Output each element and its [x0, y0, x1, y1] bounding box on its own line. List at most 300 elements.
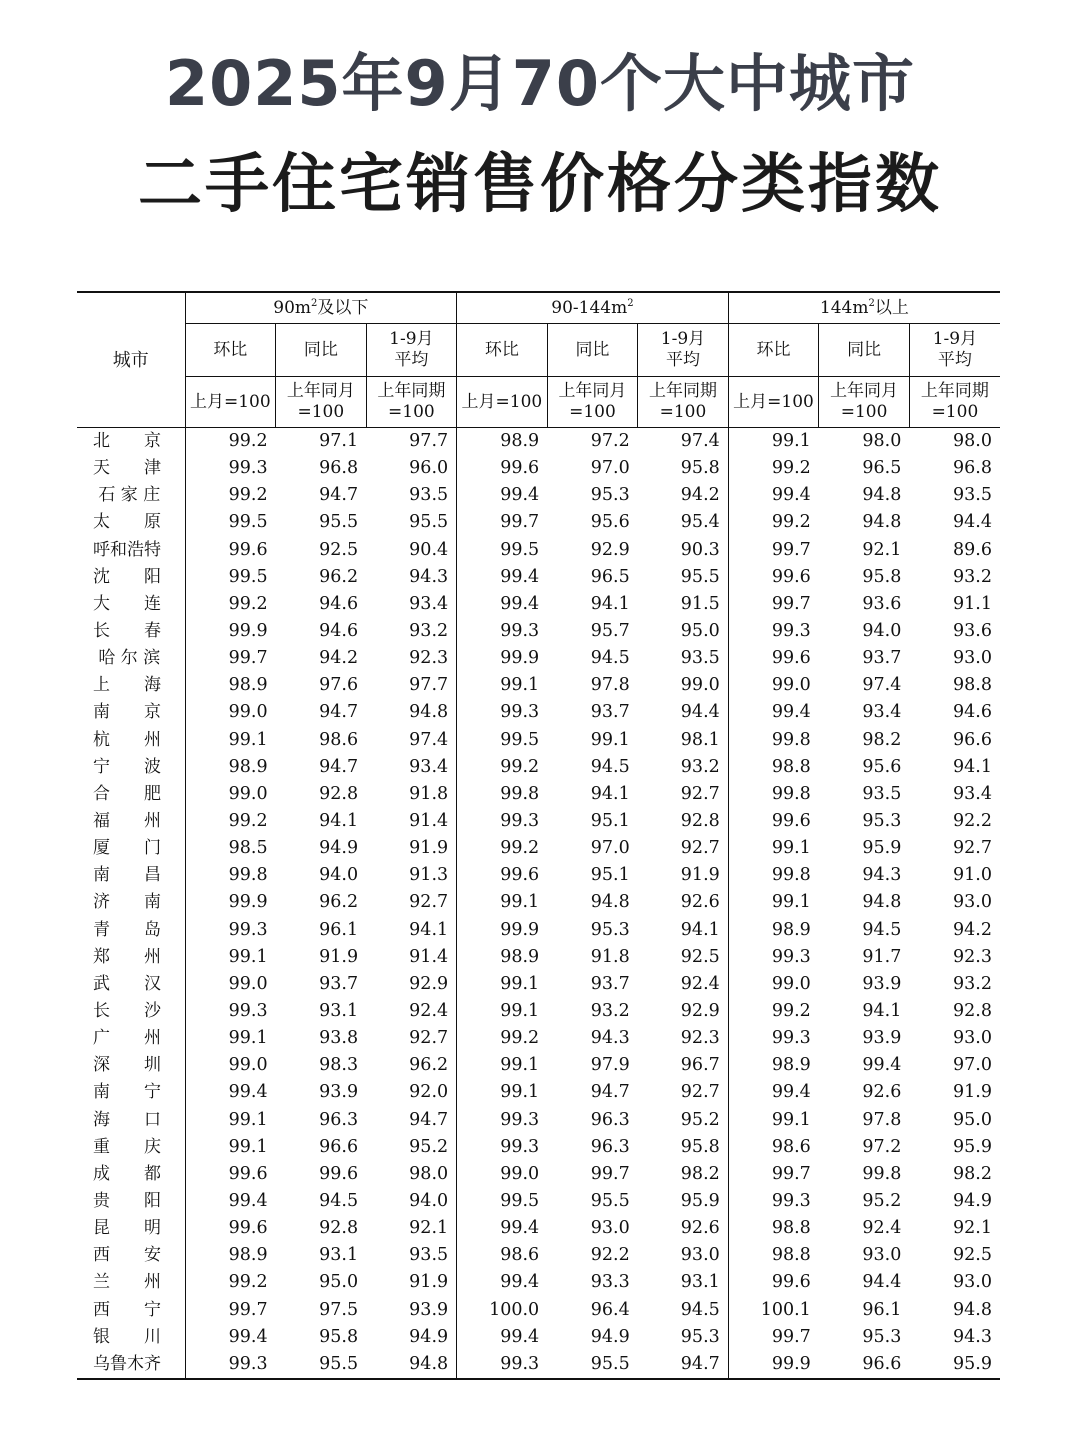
city-name: 呼和浩特: [77, 537, 185, 564]
index-value: 96.2: [319, 566, 359, 587]
index-value: 99.2: [771, 458, 811, 479]
table-row: [77, 808, 1000, 835]
index-value: 99.1: [228, 1136, 268, 1157]
index-value: 99.4: [500, 1218, 540, 1239]
index-value: 91.8: [366, 781, 457, 808]
city-name: 天 津: [77, 455, 185, 482]
city-name: 福 州: [77, 808, 185, 835]
sub-header-name-line2: 平均: [937, 350, 972, 370]
index-value: 99.1: [500, 892, 540, 913]
index-value: 99.2: [228, 431, 268, 452]
index-value: 99.5: [228, 566, 268, 587]
index-value: 99.7: [500, 512, 540, 533]
index-value: 94.1: [953, 756, 992, 777]
index-value: 91.0: [953, 865, 992, 886]
city-name: 银 川: [77, 1324, 185, 1351]
index-value: 99.4: [500, 1272, 540, 1293]
index-value: 92.5: [638, 944, 729, 971]
index-value: 92.4: [366, 998, 457, 1025]
index-value: 99.1: [771, 892, 811, 913]
index-value: 99.7: [771, 593, 811, 614]
index-value: 96.2: [319, 892, 359, 913]
sub-header-name-line2: 平均: [665, 350, 700, 370]
city-name: 广 州: [77, 1025, 185, 1052]
index-value: 92.7: [638, 781, 729, 808]
index-value: 94.9: [953, 1191, 992, 1211]
index-value: 94.8: [366, 699, 457, 726]
index-value: 99.4: [500, 1326, 540, 1347]
table-row: [77, 591, 1000, 618]
index-value: 99.8: [771, 865, 811, 886]
index-value: 95.1: [590, 811, 630, 832]
sub-header-basis-line2: =100: [388, 402, 435, 422]
index-value: 99.7: [771, 539, 811, 560]
index-value: 94.6: [319, 621, 359, 642]
index-value: 99.4: [228, 1326, 268, 1347]
sub-header-basis: 上月=100: [728, 377, 819, 428]
index-value: 94.9: [590, 1326, 630, 1347]
index-value: 99.3: [771, 621, 811, 642]
index-value: 93.9: [862, 1028, 902, 1049]
index-value: 99.1: [228, 946, 268, 967]
index-value: 96.3: [319, 1109, 359, 1130]
index-value: 92.4: [862, 1218, 902, 1239]
sub-header-basis-line2: =100: [297, 402, 345, 422]
city-name: 重 庆: [77, 1134, 185, 1161]
index-value: 99.5: [228, 512, 268, 533]
index-value: 92.8: [953, 1001, 992, 1022]
index-value: 99.7: [228, 648, 268, 669]
index-value: 95.3: [590, 485, 630, 506]
sub-header-name-line1: 1-9月: [660, 329, 706, 349]
index-value: 90.3: [638, 537, 729, 564]
index-value: 94.1: [319, 811, 359, 832]
index-value: 92.2: [953, 811, 992, 832]
index-value: 94.5: [862, 919, 902, 940]
index-value: 94.7: [590, 1082, 630, 1103]
index-value: 94.8: [366, 1351, 457, 1379]
index-value: 99.0: [228, 783, 268, 804]
index-value: 94.9: [366, 1324, 457, 1351]
table-row: [77, 455, 1000, 482]
index-value: 92.7: [366, 1025, 457, 1052]
sub-header-basis-line1: 上年同期: [920, 381, 989, 401]
index-value: 99.0: [228, 702, 268, 723]
table-row: [77, 1161, 1000, 1188]
index-value: 99.1: [500, 1082, 540, 1103]
index-value: 93.9: [366, 1297, 457, 1324]
index-value: 97.7: [366, 428, 457, 456]
index-value: 92.1: [862, 539, 902, 560]
index-value: 99.0: [228, 973, 268, 994]
index-value: 92.8: [638, 808, 729, 835]
index-value: 99.1: [500, 1055, 540, 1076]
city-name: 厦 门: [77, 835, 185, 862]
index-value: 91.8: [590, 946, 630, 967]
index-value: 95.9: [909, 1351, 1000, 1379]
group-header-superscript: 2: [868, 297, 875, 309]
sub-header-basis: 上月=100: [185, 377, 276, 428]
table-row: [77, 754, 1000, 781]
index-value: 92.6: [638, 889, 729, 916]
index-value: 95.8: [638, 1134, 729, 1161]
index-value: 98.1: [638, 727, 729, 754]
index-value: 99.3: [500, 811, 540, 832]
sub-header-basis-line2: =100: [931, 402, 979, 422]
index-value: 94.3: [590, 1028, 630, 1049]
index-value: 99.7: [771, 1326, 811, 1347]
index-value: 99.3: [457, 1351, 548, 1379]
index-value: 98.6: [319, 729, 359, 750]
city-name: 郑 州: [77, 944, 185, 971]
index-value: 95.8: [862, 566, 902, 587]
index-value: 94.1: [638, 917, 729, 944]
table-row: [77, 1052, 1000, 1079]
index-value: 93.2: [953, 566, 992, 587]
index-value: 94.4: [638, 699, 729, 726]
index-value: 98.0: [366, 1161, 457, 1188]
index-value: 99.4: [500, 485, 540, 506]
index-value: 99.4: [771, 702, 811, 723]
index-value: 97.6: [319, 675, 359, 696]
group-header-superscript: 2: [311, 297, 318, 309]
index-value: 92.5: [319, 539, 359, 560]
city-name: 贵 阳: [77, 1188, 185, 1215]
index-value: 94.1: [862, 1001, 902, 1022]
city-name: 海 口: [77, 1107, 185, 1134]
index-value: 99.7: [228, 1299, 268, 1320]
index-value: 94.0: [862, 621, 902, 642]
table-row: [77, 1188, 1000, 1215]
index-value: 99.6: [228, 1163, 268, 1184]
index-value: 96.7: [638, 1052, 729, 1079]
city-name: 沈 阳: [77, 564, 185, 591]
sub-header-basis: [909, 377, 1000, 428]
index-value: 99.4: [228, 1191, 268, 1211]
index-value: 97.5: [319, 1299, 359, 1320]
sub-header-basis-line1: 上年同期: [377, 381, 446, 401]
index-value: 94.8: [862, 512, 902, 533]
city-name: 西 安: [77, 1242, 185, 1269]
index-value: 93.0: [953, 1028, 992, 1049]
index-value: 99.7: [771, 1163, 811, 1184]
table-row: [77, 971, 1000, 998]
city-name: 济 南: [77, 889, 185, 916]
table-row: [77, 835, 1000, 862]
index-value: 93.1: [319, 1245, 359, 1266]
index-value: 95.9: [953, 1136, 992, 1157]
table-row: [77, 645, 1000, 672]
index-value: 98.2: [953, 1163, 992, 1184]
index-value: 95.3: [862, 1326, 902, 1347]
sub-header-basis-line1: 上年同月: [558, 381, 627, 401]
index-value: 99.5: [500, 1191, 540, 1211]
index-value: 92.6: [638, 1215, 729, 1242]
index-value: 96.1: [862, 1299, 902, 1320]
sub-header-basis-line1: 上年同期: [648, 381, 717, 401]
index-value: 95.5: [319, 512, 359, 533]
index-value: 94.7: [319, 485, 359, 506]
index-value: 100.0: [489, 1299, 540, 1320]
index-value: 98.3: [319, 1055, 359, 1076]
index-value: 93.7: [590, 973, 630, 994]
city-name: 深 圳: [77, 1052, 185, 1079]
table-row: [77, 727, 1000, 754]
city-name: 宁 波: [77, 754, 185, 781]
index-value: 99.1: [500, 973, 540, 994]
index-value: 93.4: [366, 754, 457, 781]
index-value: 93.5: [366, 1242, 457, 1269]
index-value: 93.2: [638, 754, 729, 781]
index-value: 99.6: [319, 1163, 359, 1184]
price-index-table: [77, 291, 1000, 1380]
index-value: 99.3: [228, 458, 268, 479]
group-header-3: [728, 292, 1000, 324]
index-value: 98.9: [500, 946, 540, 967]
index-value: 93.5: [953, 485, 992, 506]
index-value: 94.2: [638, 482, 729, 509]
index-value: 91.3: [366, 862, 457, 889]
index-value: 93.9: [319, 1082, 359, 1103]
index-value: 99.9: [228, 621, 268, 642]
index-value: 96.3: [590, 1109, 630, 1130]
index-value: 95.0: [319, 1272, 359, 1293]
index-value: 95.6: [862, 756, 902, 777]
index-value: 94.7: [366, 1107, 457, 1134]
index-value: 99.5: [500, 539, 540, 560]
index-value: 99.4: [771, 1082, 811, 1103]
index-value: 98.2: [638, 1161, 729, 1188]
index-value: 98.9: [228, 1245, 268, 1266]
index-value: 100.1: [760, 1299, 811, 1320]
group-header-superscript: 2: [627, 297, 634, 309]
index-value: 99.3: [771, 1028, 811, 1049]
index-value: 98.0: [953, 431, 992, 452]
city-name: 乌鲁木齐: [77, 1351, 185, 1379]
index-value: 99.1: [500, 1001, 540, 1022]
index-value: 99.3: [771, 946, 811, 967]
index-value: 92.1: [953, 1218, 992, 1239]
index-value: 96.1: [319, 919, 359, 940]
sub-header-basis: 上月=100: [457, 377, 548, 428]
city-name: 石 家 庄: [77, 482, 185, 509]
table-row: [77, 1297, 1000, 1324]
table-row: [77, 1269, 1000, 1296]
index-value: 98.6: [500, 1245, 540, 1266]
index-value: 99.0: [228, 1055, 268, 1076]
index-value: 95.5: [366, 509, 457, 536]
sub-header-basis: [276, 377, 367, 428]
index-value: 92.9: [638, 998, 729, 1025]
index-value: 99.2: [228, 1272, 268, 1293]
index-value: 99.4: [862, 1055, 902, 1076]
city-name: 长 沙: [77, 998, 185, 1025]
index-value: 99.6: [228, 539, 268, 560]
sub-header-basis-line2: =100: [659, 402, 707, 422]
index-value: 92.2: [590, 1245, 630, 1266]
index-value: 94.8: [862, 485, 902, 506]
index-value: 99.3: [500, 702, 540, 723]
table-row: [77, 482, 1000, 509]
table-row: [77, 862, 1000, 889]
index-value: 99.8: [771, 729, 811, 750]
index-value: 98.8: [771, 1218, 811, 1239]
index-value: 99.5: [500, 729, 540, 750]
index-value: 94.1: [590, 783, 630, 804]
index-value: 99.6: [500, 458, 540, 479]
index-value: 95.0: [638, 618, 729, 645]
index-value: 99.9: [728, 1351, 819, 1379]
table-row: [77, 1079, 1000, 1106]
city-name: 南 宁: [77, 1079, 185, 1106]
index-value: 91.1: [953, 593, 992, 614]
index-value: 93.1: [319, 1001, 359, 1022]
index-value: 99.0: [771, 675, 811, 696]
city-name: 太 原: [77, 509, 185, 536]
table-row: [77, 1324, 1000, 1351]
city-column-header: 城市: [77, 292, 185, 428]
index-value: 99.0: [771, 973, 811, 994]
table-row: [77, 699, 1000, 726]
table-row: [77, 672, 1000, 699]
index-value: 92.4: [638, 971, 729, 998]
index-value: 99.8: [228, 865, 268, 886]
index-value: 94.3: [953, 1326, 992, 1347]
index-value: 99.8: [771, 783, 811, 804]
index-value: 99.4: [228, 1082, 268, 1103]
index-value: 99.6: [771, 648, 811, 669]
index-value: 96.4: [590, 1299, 630, 1320]
city-name: 青 岛: [77, 917, 185, 944]
index-value: 95.5: [276, 1351, 367, 1379]
index-value: 92.3: [953, 946, 992, 967]
city-name: 武 汉: [77, 971, 185, 998]
index-value: 99.6: [771, 1272, 811, 1293]
index-value: 95.3: [862, 811, 902, 832]
city-name: 大 连: [77, 591, 185, 618]
page-title-line2: 二手住宅销售价格分类指数: [138, 148, 942, 222]
index-value: 96.6: [953, 729, 992, 750]
table-row: [77, 917, 1000, 944]
index-value: 93.4: [953, 783, 992, 804]
city-name: 杭 州: [77, 727, 185, 754]
index-value: 91.9: [638, 862, 729, 889]
index-value: 94.7: [319, 702, 359, 723]
sub-header-basis-line1: 上年同月: [286, 381, 355, 401]
index-value: 97.4: [366, 727, 457, 754]
index-value: 99.1: [228, 1028, 268, 1049]
index-value: 94.8: [953, 1299, 992, 1320]
table-row: [77, 509, 1000, 536]
index-value: 95.5: [638, 564, 729, 591]
index-value: 99.4: [771, 485, 811, 506]
sub-header-name: 环比: [185, 324, 276, 377]
index-value: 99.2: [228, 811, 268, 832]
index-value: 98.9: [500, 431, 540, 452]
index-value: 97.2: [590, 431, 630, 452]
index-value: 99.4: [500, 566, 540, 587]
index-value: 97.1: [319, 431, 359, 452]
city-name: 合 肥: [77, 781, 185, 808]
index-value: 93.0: [638, 1242, 729, 1269]
index-value: 93.5: [366, 482, 457, 509]
city-name: 昆 明: [77, 1215, 185, 1242]
table-row: [77, 1107, 1000, 1134]
index-value: 95.4: [638, 509, 729, 536]
index-value: 94.2: [953, 919, 992, 940]
index-value: 94.5: [590, 756, 630, 777]
index-value: 92.9: [590, 539, 630, 560]
index-value: 99.2: [500, 1028, 540, 1049]
index-value: 97.0: [953, 1055, 992, 1076]
index-value: 97.7: [366, 672, 457, 699]
index-value: 94.7: [319, 756, 359, 777]
index-value: 99.1: [771, 431, 811, 452]
page-title-line1: 2025年9月70个大中城市: [165, 47, 915, 120]
city-name: 南 昌: [77, 862, 185, 889]
table-row: [77, 428, 1000, 456]
sub-header-basis: [638, 377, 729, 428]
sub-header-name: 同比: [547, 324, 638, 377]
index-value: 92.7: [638, 1079, 729, 1106]
index-value: 89.6: [953, 539, 992, 560]
index-value: 99.0: [500, 1163, 540, 1184]
index-value: 94.4: [862, 1272, 902, 1293]
index-value: 93.0: [862, 1245, 902, 1266]
index-value: 97.4: [862, 675, 902, 696]
index-value: 96.5: [862, 458, 902, 479]
index-value: 92.5: [953, 1245, 992, 1266]
sub-header-basis: [366, 377, 457, 428]
index-value: 92.7: [366, 889, 457, 916]
index-value: 97.4: [638, 428, 729, 456]
sub-header-name: 同比: [819, 324, 910, 377]
table-row: [77, 1134, 1000, 1161]
group-header-label: 90m: [273, 297, 312, 318]
index-value: 99.6: [771, 566, 811, 587]
sub-header-name: [638, 324, 729, 377]
index-value: 98.6: [771, 1136, 811, 1157]
table-row: [77, 1025, 1000, 1052]
index-value: 96.8: [953, 458, 992, 479]
index-value: 96.3: [590, 1136, 630, 1157]
index-value: 94.4: [953, 512, 992, 533]
index-value: 92.0: [366, 1079, 457, 1106]
index-value: 90.4: [366, 537, 457, 564]
index-value: 91.7: [862, 946, 902, 967]
index-value: 92.8: [319, 1218, 359, 1239]
index-value: 99.1: [228, 729, 268, 750]
index-value: 93.7: [319, 973, 359, 994]
group-header-suffix: 及以下: [317, 297, 369, 318]
index-value: 94.6: [319, 593, 359, 614]
sub-header-name: [366, 324, 457, 377]
sub-header-name: 环比: [728, 324, 819, 377]
index-value: 98.8: [771, 756, 811, 777]
index-value: 92.9: [366, 971, 457, 998]
index-value: 93.5: [638, 645, 729, 672]
index-value: 97.8: [590, 675, 630, 696]
index-value: 95.8: [638, 455, 729, 482]
sub-header-name: [909, 324, 1000, 377]
table-row: [77, 537, 1000, 564]
sub-header-name-line1: 1-9月: [932, 329, 978, 349]
index-value: 99.1: [771, 838, 811, 859]
city-name: 上 海: [77, 672, 185, 699]
index-value: 93.2: [366, 618, 457, 645]
table-row: [77, 781, 1000, 808]
index-value: 94.5: [319, 1191, 359, 1211]
